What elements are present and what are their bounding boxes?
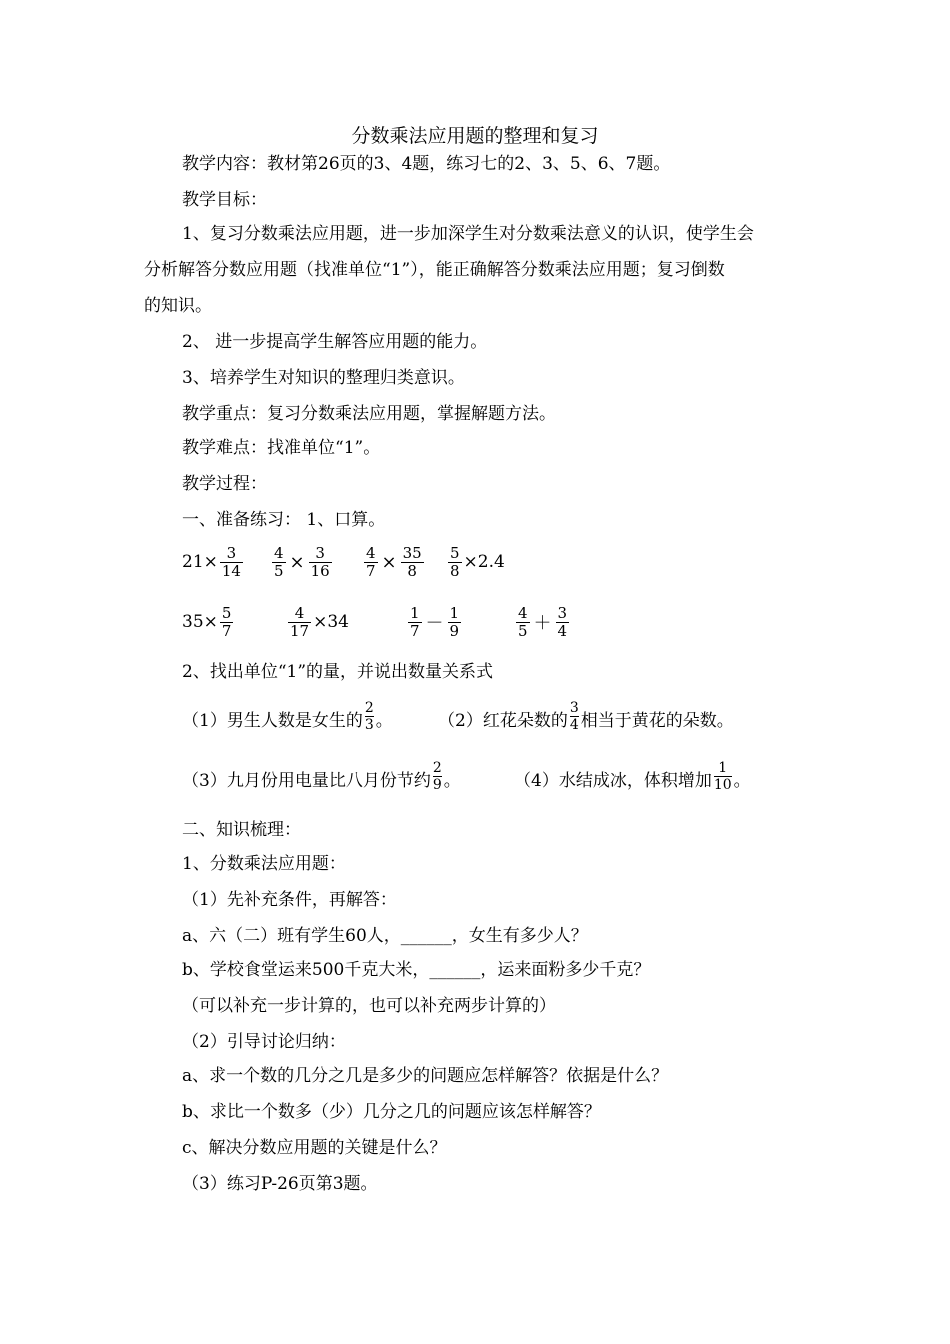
fraction [556,605,570,640]
operator: × [381,551,397,573]
fraction [448,605,462,640]
question-text: 。 [375,710,393,731]
numerator: 4 [274,543,284,562]
question-text: 。 [733,770,751,791]
goal-heading: 教学目标： [182,190,267,210]
numerator: 5 [221,603,232,622]
calc-expr [182,540,245,584]
denominator: 9 [449,621,460,640]
denominator: 7 [366,561,376,580]
denominator: 9 [432,776,442,793]
prep-heading: 一、准备练习： 1、口算。 [182,510,386,530]
calc-text: ×2.4 [463,552,505,572]
section-2-sub-3: （3）练习P-26页第3题。 [182,1174,378,1194]
fraction [448,545,462,580]
denominator: 14 [221,561,241,580]
fraction [272,545,286,580]
question-1 [182,696,393,740]
fraction [220,545,243,580]
numerator: 2 [364,699,374,716]
operator: ＋ [533,613,552,634]
section-2-b: b、学校食堂运来500千克大米，______，运来面粉多少千克？ [182,960,651,980]
calc-expr [514,600,571,644]
calc-expr [406,600,463,644]
teaching-content: 教学内容：教材第26页的3、4题，练习七的2、3、5、6、7题。 [182,154,671,174]
goal-1-line-b: 分析解答分数应用题（找准单位“1”），能正确解答分数乘法应用题；复习倒数 [144,260,725,280]
denominator: 5 [274,561,284,580]
question-text: （4）水结成冰，体积增加 [514,770,712,791]
numerator: 4 [294,603,305,622]
operator: × [289,551,305,573]
section-2-sub-1: （1）先补充条件，再解答： [182,890,397,910]
calc-expr [286,600,349,644]
denominator: 5 [518,621,528,640]
section-2-a: a、六（二）班有学生60人，______，女生有多少人？ [182,926,588,946]
operator: － [425,613,444,634]
numerator: 4 [366,543,376,562]
goal-1-line-a: 1、复习分数乘法应用题，进一步加深学生对分数乘法意义的认识，使学生会 [182,224,754,244]
denominator: 4 [557,621,568,640]
question-2 [438,696,734,740]
numerator: 3 [226,543,237,562]
section-2-2a: a、求一个数的几分之几是多少的问题应怎样解答？依据是什么？ [182,1066,669,1086]
calc-expr [270,540,334,584]
numerator: 3 [569,699,579,716]
numerator: 35 [402,543,422,562]
goal-2: 2、 进一步提高学生解答应用题的能力。 [182,332,488,352]
denominator: 16 [310,561,330,580]
denominator: 8 [407,561,417,580]
fraction [364,545,378,580]
question-text: 。 [443,770,461,791]
section-2-item-1: 1、分数乘法应用题： [182,854,346,874]
numerator: 4 [518,603,528,622]
numerator: 1 [449,603,460,622]
numerator: 2 [432,759,442,776]
fraction [288,605,311,640]
question-text: （3）九月份用电量比八月份节约 [182,770,431,791]
calc-row-1 [182,540,782,584]
fraction [365,700,374,733]
calc-text: ×34 [313,612,349,632]
calc-expr [182,600,235,644]
numerator: 1 [410,603,420,622]
find-unit-heading: 2、找出单位“1”的量，并说出数量关系式 [182,662,494,682]
difficulty: 教学难点：找准单位“1”。 [182,438,381,458]
calc-expr [446,540,505,584]
section-2-note: （可以补充一步计算的，也可以补充两步计算的） [182,996,556,1016]
denominator: 7 [221,621,232,640]
fraction [309,545,332,580]
question-text: 相当于黄花的朵数。 [580,710,734,731]
numerator: 5 [450,543,460,562]
denominator: 4 [569,716,579,733]
fraction [408,605,422,640]
section-2-heading: 二、知识梳理： [182,820,301,840]
section-2-2c: c、解决分数应用题的关键是什么？ [182,1138,447,1158]
key-point: 教学重点：复习分数乘法应用题，掌握解题方法。 [182,404,556,424]
document-title: 分数乘法应用题的整理和复习 [351,125,599,147]
process-heading: 教学过程： [182,474,267,494]
fraction [401,545,424,580]
question-3 [182,756,461,800]
calc-expr [362,540,426,584]
fraction [570,700,579,733]
fraction [433,760,442,793]
section-2-2b: b、求比一个数多（少）几分之几的问题应该怎样解答？ [182,1102,601,1122]
numerator: 3 [557,603,568,622]
fraction [516,605,530,640]
numerator: 3 [315,543,325,562]
numerator: 1 [718,759,728,776]
question-4 [514,756,751,800]
goal-1-line-c: 的知识。 [144,296,212,316]
calc-text: 21× [182,552,218,572]
question-text: （2）红花朵数的 [438,710,568,731]
fraction [220,605,234,640]
goal-3: 3、培养学生对知识的整理归类意识。 [182,368,465,388]
calc-text: 35× [182,612,218,632]
denominator: 10 [713,776,732,793]
denominator: 7 [410,621,420,640]
question-text: （1）男生人数是女生的 [182,710,363,731]
denominator: 3 [364,716,374,733]
calc-row-2 [182,600,782,644]
denominator: 8 [450,561,460,580]
fraction [714,760,732,793]
section-2-sub-2: （2）引导讨论归纳： [182,1032,346,1052]
denominator: 17 [290,621,310,640]
